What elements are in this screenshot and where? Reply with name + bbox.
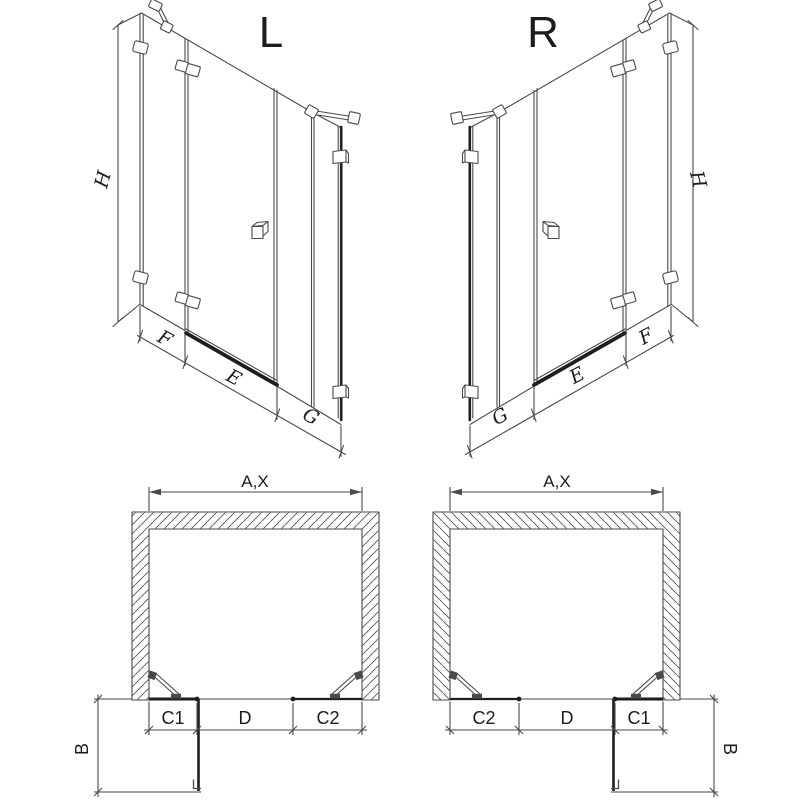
iso-left-height-label: H <box>90 168 116 191</box>
plan-view-left <box>94 487 379 797</box>
plan-left-width-label: A,X <box>241 472 269 491</box>
iso-left-dim-f: F <box>153 325 176 352</box>
plan-left-dim-d: D <box>238 708 252 728</box>
plan-right-dim-d: D <box>560 708 574 728</box>
plan-view-right <box>433 487 718 797</box>
iso-right-dim-g: G <box>488 403 513 430</box>
iso-view-left <box>113 0 361 458</box>
iso-view-right <box>450 0 698 458</box>
plan-right-depth-label: B <box>720 742 740 756</box>
iso-left-title: L <box>258 8 284 57</box>
iso-right-title: R <box>527 8 559 57</box>
iso-right-dim-e: E <box>565 362 589 389</box>
iso-left-dim-e: E <box>222 364 246 391</box>
plan-right-dim-c2: C2 <box>472 708 496 728</box>
plan-left-dim-c2: C2 <box>316 708 340 728</box>
iso-left-dim-g: G <box>298 403 323 430</box>
iso-right-dim-f: F <box>635 323 658 350</box>
plan-right-width-label: A,X <box>543 472 571 491</box>
plan-left-depth-label: B <box>72 742 92 756</box>
plan-left-dim-c1: C1 <box>161 708 185 728</box>
iso-right-height-label: H <box>685 168 711 191</box>
plan-right-dim-c1: C1 <box>627 708 651 728</box>
